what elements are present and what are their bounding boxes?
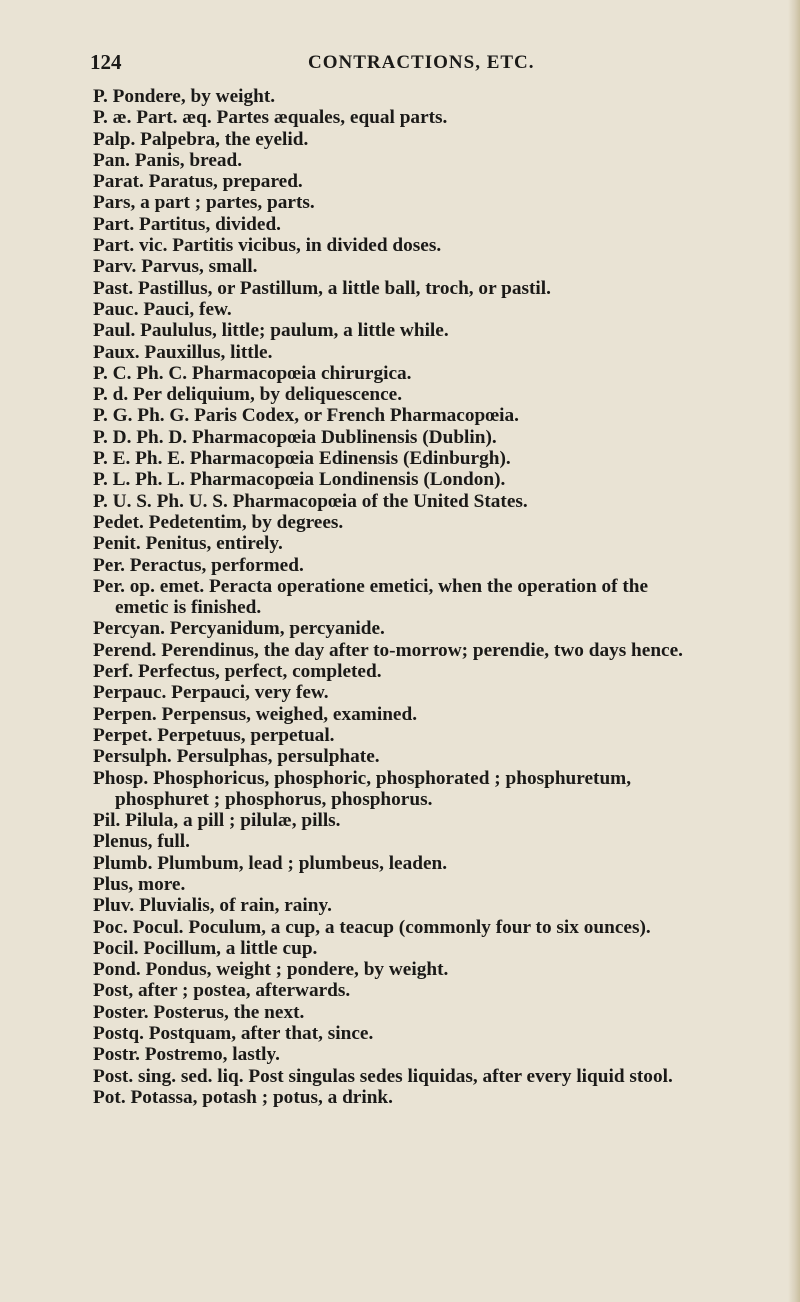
entry-text: Post, after ; postea, afterwards. [93,980,351,1002]
entry-text: Pocil. Pocillum, a little cup. [93,937,318,959]
abbreviation-entry [93,405,773,426]
abbreviation-entry [93,618,773,639]
entry-text: Pil. Pilula, a pill ; pilulæ, pills. [93,810,341,832]
abbreviation-entry [93,86,773,107]
abbreviation-entry [93,704,773,725]
entry-text: Perpen. Perpensus, weighed, examined. [93,703,418,725]
abbreviation-entry [93,725,773,746]
entry-text: Postq. Postquam, after that, since. [93,1023,374,1045]
abbreviation-entry [93,235,773,256]
abbreviation-entry [93,895,773,916]
entry-text: Part. Partitus, divided. [93,213,281,235]
entry-text: P. L. Ph. L. Pharmacopœia Londinensis (London). [93,469,506,491]
entry-text: Percyan. Percyanidum, percyanide. [93,618,385,640]
entry-text: Pond. Pondus, weight ; pondere, by weight. [93,959,449,981]
abbreviation-entry [93,640,773,661]
entry-text: Paux. Pauxillus, little. [93,341,273,363]
entry-text: Pluv. Pluvialis, of rain, rainy. [93,895,332,917]
entry-text: Parv. Parvus, small. [93,256,258,278]
entry-text: Per. Peractus, performed. [93,554,304,576]
entry-text: Persulph. Persulphas, persulphate. [93,746,380,768]
entry-text: P. D. Ph. D. Pharmacopœia Dublinensis (Dublin). [93,426,497,448]
abbreviation-entry [93,661,773,682]
abbreviation-entry [93,917,773,938]
entry-text: Perf. Perfectus, perfect, completed. [93,661,382,683]
abbreviation-entry [93,1087,773,1108]
entry-text: Pauc. Pauci, few. [93,298,232,320]
entry-text: P. C. Ph. C. Pharmacopœia chirurgica. [93,362,412,384]
abbreviation-entry [93,129,773,150]
abbreviation-entry [93,576,773,619]
entry-text: Poc. Pocul. Poculum, a cup, a teacup (commonly four to six ounces). [93,916,651,938]
abbreviation-entry [93,1066,773,1087]
abbreviation-list [93,86,773,1108]
abbreviation-entry [93,1002,773,1023]
abbreviation-entry [93,1044,773,1065]
abbreviation-entry [93,768,773,811]
abbreviation-entry [93,192,773,213]
abbreviation-entry [93,555,773,576]
abbreviation-entry [93,150,773,171]
abbreviation-entry [93,1023,773,1044]
entry-text: P. U. S. Ph. U. S. Pharmacopœia of the United States. [93,490,528,512]
abbreviation-entry [93,384,773,405]
running-head: CONTRACTIONS, ETC. [308,52,535,73]
entry-continuation: phosphuret ; phosphorus, phosphorus. [115,788,433,810]
abbreviation-entry [93,256,773,277]
entry-text: Postr. Postremo, lastly. [93,1044,280,1066]
abbreviation-entry [93,427,773,448]
abbreviation-entry [93,214,773,235]
abbreviation-entry [93,746,773,767]
abbreviation-entry [93,533,773,554]
entry-text: Phosp. Phosphoricus, phosphoric, phosphorated ; phosphuretum, [93,767,632,789]
abbreviation-entry [93,299,773,320]
entry-continuation: emetic is finished. [115,597,262,619]
abbreviation-entry [93,491,773,512]
entry-text: P. æ. Part. æq. Partes æquales, equal parts. [93,107,448,129]
abbreviation-entry [93,342,773,363]
abbreviation-entry [93,320,773,341]
entry-text: Per. op. emet. Peracta operatione emetici, when the operation of the [93,575,649,597]
entry-text: Plus, more. [93,873,186,895]
abbreviation-entry [93,980,773,1001]
entry-text: Pedet. Pedetentim, by degrees. [93,511,344,533]
entry-text: Post. sing. sed. liq. Post singulas sedes liquidas, after every liquid stool. [93,1065,673,1087]
abbreviation-entry [93,938,773,959]
abbreviation-entry [93,363,773,384]
abbreviation-entry [93,810,773,831]
entry-text: P. Pondere, by weight. [93,86,276,107]
abbreviation-entry [93,512,773,533]
entry-text: Pan. Panis, bread. [93,149,243,171]
abbreviation-entry [93,448,773,469]
page-header [90,50,750,80]
entry-text: Poster. Posterus, the next. [93,1001,305,1023]
abbreviation-entry [93,107,773,128]
abbreviation-entry [93,874,773,895]
abbreviation-entry [93,469,773,490]
page-number: 124 [90,50,122,74]
page-edge-shadow [788,0,800,1302]
abbreviation-entry [93,831,773,852]
entry-text: Pot. Potassa, potash ; potus, a drink. [93,1086,393,1108]
entry-text: P. G. Ph. G. Paris Codex, or French Pharmacopœia. [93,405,519,427]
entry-text: Past. Pastillus, or Pastillum, a little ball, troch, or pastil. [93,277,551,299]
entry-text: Penit. Penitus, entirely. [93,533,283,555]
abbreviation-entry [93,171,773,192]
entry-text: Paul. Paululus, little; paulum, a little while. [93,320,449,342]
entry-text: Perpauc. Perpauci, very few. [93,682,329,704]
entry-text: Plumb. Plumbum, lead ; plumbeus, leaden. [93,852,448,874]
entry-text: Plenus, full. [93,831,190,853]
entry-text: P. E. Ph. E. Pharmacopœia Edinensis (Edinburgh). [93,448,511,470]
abbreviation-entry [93,853,773,874]
abbreviation-entry [93,959,773,980]
entry-text: Palp. Palpebra, the eyelid. [93,128,309,150]
entry-text: Perpet. Perpetuus, perpetual. [93,724,335,746]
entry-text: Pars, a part ; partes, parts. [93,192,315,214]
abbreviation-entry [93,278,773,299]
entry-text: Perend. Perendinus, the day after to-morrow; perendie, two days hence. [93,639,683,661]
entry-text: Part. vic. Partitis vicibus, in divided doses. [93,235,442,257]
entry-text: Parat. Paratus, prepared. [93,171,303,193]
entry-text: P. d. Per deliquium, by deliquescence. [93,384,403,406]
abbreviation-entry [93,682,773,703]
